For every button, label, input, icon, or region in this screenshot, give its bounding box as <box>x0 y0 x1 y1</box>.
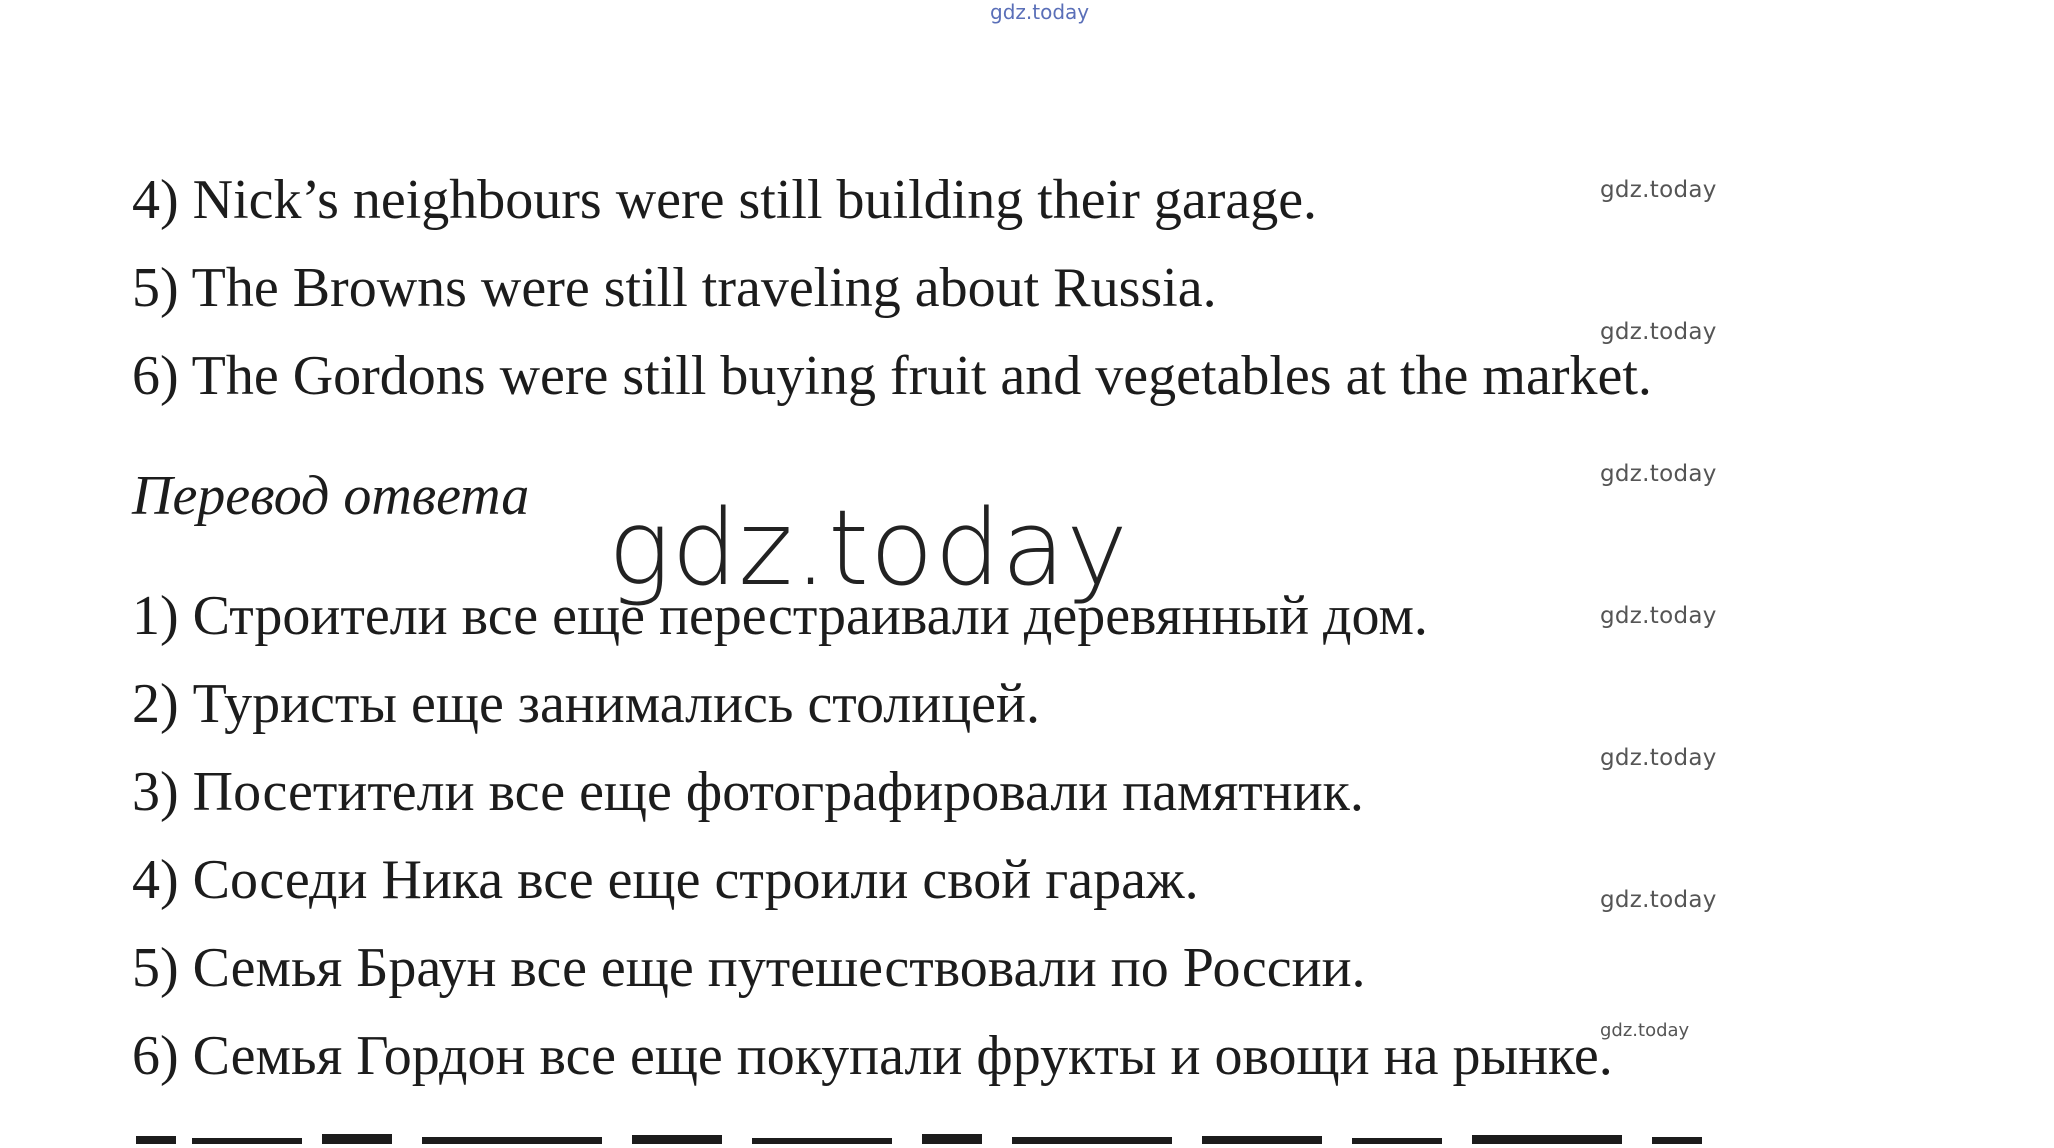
cutoff-next-line <box>132 1128 1712 1148</box>
russian-line-1: 1) Строители все еще перестраивали деревянный дом. <box>132 585 1428 647</box>
translation-heading: Перевод ответа <box>132 465 530 527</box>
english-line-5: 5) The Browns were still traveling about Russia. <box>132 257 1217 319</box>
top-watermark: gdz.today <box>990 0 1090 24</box>
russian-line-6: 6) Семья Гордон все еще покупали фрукты и овощи на рынке. <box>132 1025 1613 1087</box>
russian-line-3: 3) Посетители все еще фотографировали памятник. <box>132 761 1364 823</box>
side-watermark: gdz.today <box>1600 319 1717 345</box>
center-watermark: gdz.today <box>608 487 1129 609</box>
russian-line-5: 5) Семья Браун все еще путешествовали по России. <box>132 937 1366 999</box>
russian-line-2: 2) Туристы еще занимались столицей. <box>132 673 1041 735</box>
side-watermark: gdz.today <box>1600 603 1717 629</box>
side-watermark: gdz.today <box>1600 177 1717 203</box>
russian-line-4: 4) Соседи Ника все еще строили свой гараж. <box>132 849 1199 911</box>
side-watermark: gdz.today <box>1600 745 1717 771</box>
english-line-4: 4) Nick’s neighbours were still building their garage. <box>132 169 1318 231</box>
bottom-watermark: gdz.today <box>1600 1020 1690 1041</box>
english-line-6: 6) The Gordons were still buying fruit and vegetables at the market. <box>132 345 1652 407</box>
side-watermark: gdz.today <box>1600 461 1717 487</box>
side-watermark: gdz.today <box>1600 887 1717 913</box>
